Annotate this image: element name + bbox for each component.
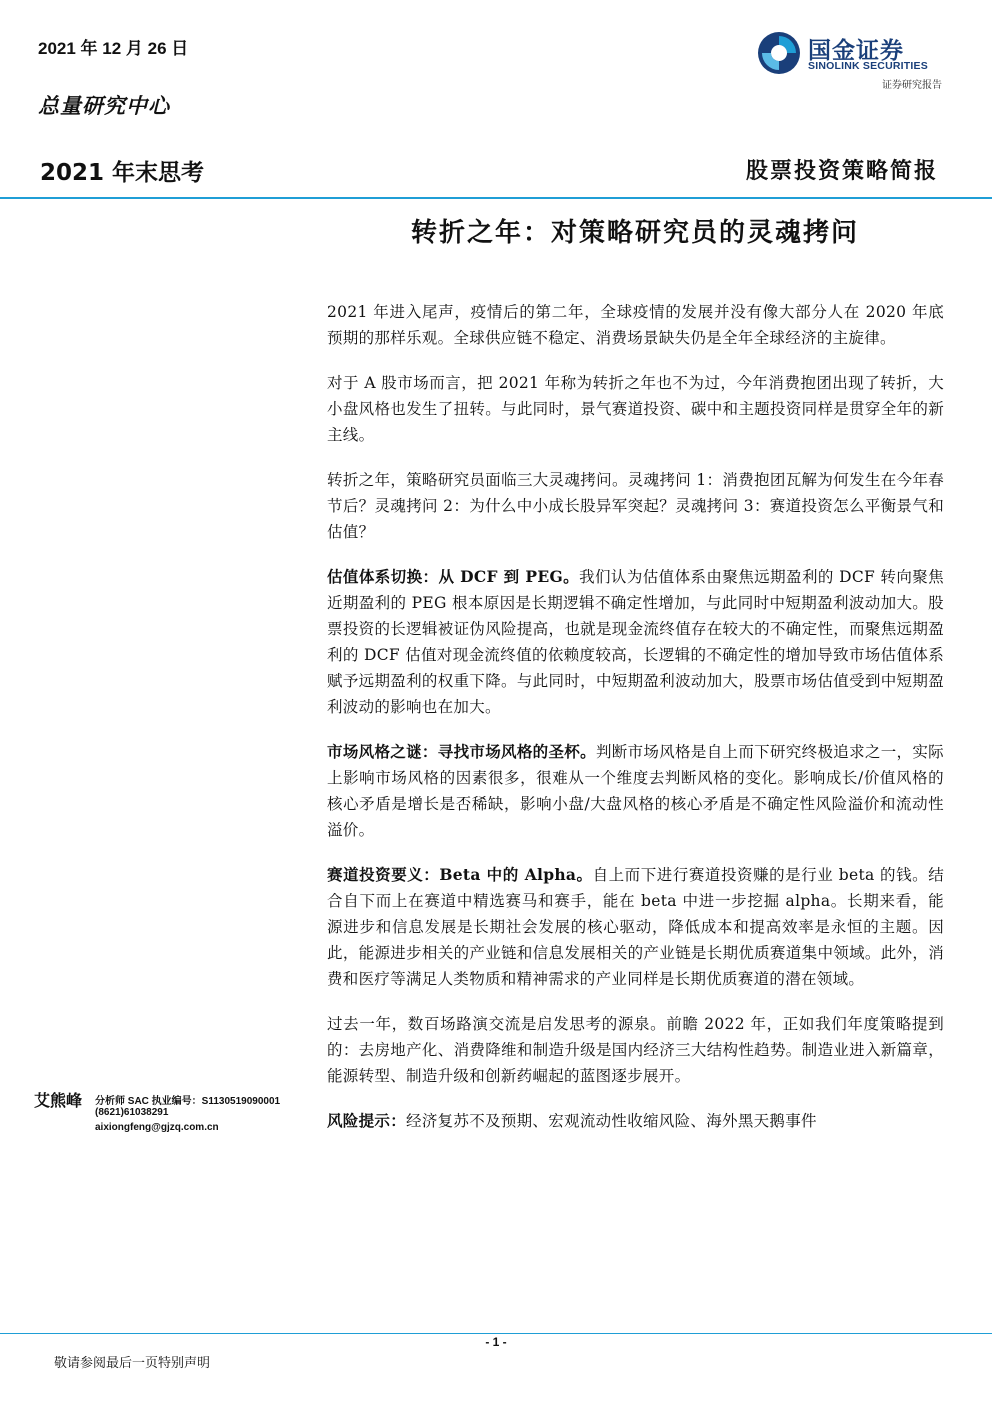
logo-tagline: 证券研究报告 (882, 80, 942, 91)
section-title: 2021 年末思考 (40, 160, 205, 186)
body-paragraph (327, 299, 944, 351)
body-paragraph (327, 862, 944, 992)
paragraph-lead: 风险提示： (327, 1111, 407, 1130)
paragraph-lead: 赛道投资要义：Beta 中的 Alpha。 (327, 865, 593, 884)
page-number: - 1 - (485, 1335, 507, 1349)
analyst-cert: 分析师 SAC 执业编号：S1130519090001 (95, 1096, 281, 1107)
header-divider (0, 197, 992, 199)
footer-disclaimer: 敬请参阅最后一页特别声明 (54, 1356, 211, 1371)
sinolink-logo-icon (756, 30, 802, 76)
paragraph-text: 转折之年，策略研究员面临三大灵魂拷问。灵魂拷问 1：消费抱团瓦解为何发生在今年春节后？灵魂拷问 2：为什么中小成长股异军突起？灵魂拷问 3：赛道投资怎么平衡景气和估值？ (327, 471, 944, 541)
body-paragraph (327, 564, 944, 720)
body-paragraph (327, 370, 944, 448)
logo-name-en: SINOLINK SECURITIES (808, 60, 928, 72)
footer-divider (0, 1333, 992, 1334)
body-paragraph (327, 1011, 944, 1089)
analyst-email[interactable]: aixiongfeng@gjzq.com.cn (95, 1122, 219, 1133)
body-paragraph (327, 739, 944, 843)
paragraph-lead: 市场风格之谜：寻找市场风格的圣杯。 (327, 742, 596, 761)
paragraph-text: 我们认为估值体系由聚焦远期盈利的 DCF 转向聚焦近期盈利的 PEG 根本原因是长期逻辑不确定性增加，与此同时中短期盈利波动加大。股票投资的长逻辑被证伪风险提高，也就是现金流终值存在较大的不确定性，而聚焦远期盈利的 DCF 估值对现金流终值的依赖度较高，长逻辑的不确定性的增加导致市场估值体系赋予远期盈利的权重下降。与此同时，中短期盈利波动加大，股票市场估值受到中短期盈利波动的影响也在加大。 (327, 568, 944, 716)
paragraph-text: 对于 A 股市场而言，把 2021 年称为转折之年也不为过，今年消费抱团出现了转折，大小盘风格也发生了扭转。与此同时，景气赛道投资、碳中和主题投资同样是贯穿全年的新主线。 (327, 374, 944, 444)
paragraph-text: 经济复苏不及预期、宏观流动性收缩风险、海外黑天鹅事件 (406, 1112, 817, 1130)
paragraph-lead: 估值体系切换：从 DCF 到 PEG。 (327, 567, 580, 586)
logo-name-cn: 国金证券 (808, 38, 904, 64)
department-name: 总量研究中心 (38, 93, 170, 118)
report-body (327, 299, 944, 1153)
analyst-phone: (8621)61038291 (95, 1107, 169, 1118)
risk-warning (327, 1108, 944, 1134)
paragraph-text: 过去一年，数百场路演交流是启发思考的源泉。前瞻 2022 年，正如我们年度策略提到的：去房地产化、消费降维和制造升级是国内经济三大结构性趋势。制造业进入新篇章，能源转型、制造升级和创新药崛起的蓝图逐步展开。 (327, 1015, 944, 1085)
report-date: 2021 年 12 月 26 日 (38, 39, 189, 58)
analyst-name: 艾熊峰 (34, 1091, 83, 1110)
report-type: 股票投资策略简报 (745, 158, 938, 184)
paragraph-text: 2021 年进入尾声，疫情后的第二年，全球疫情的发展并没有像大部分人在 2020 年底预期的那样乐观。全球供应链不稳定、消费场景缺失仍是全年全球经济的主旋律。 (327, 303, 944, 347)
company-logo (756, 30, 946, 94)
report-title: 转折之年：对策略研究员的灵魂拷问 (410, 218, 859, 248)
paragraph-text: 判断市场风格是自上而下研究终极追求之一，实际上影响市场风格的因素很多，很难从一个维度去判断风格的变化。影响成长/价值风格的核心矛盾是增长是否稀缺，影响小盘/大盘风格的核心矛盾是不确定性风险溢价和流动性溢价。 (327, 743, 944, 839)
body-paragraph (327, 467, 944, 545)
paragraph-text: 自上而下进行赛道投资赚的是行业 beta 的钱。结合自下而上在赛道中精选赛马和赛手，能在 beta 中进一步挖掘 alpha。长期来看，能源进步和信息发展是长期社会发展的核心驱动，降低成本和提高效率是永恒的主题。因此，能源进步相关的产业链和信息发展相关的产业链是长期优质赛道集中领域。此外，消费和医疗等满足人类物质和精神需求的产业同样是长期优质赛道的潜在领域。 (327, 866, 944, 988)
